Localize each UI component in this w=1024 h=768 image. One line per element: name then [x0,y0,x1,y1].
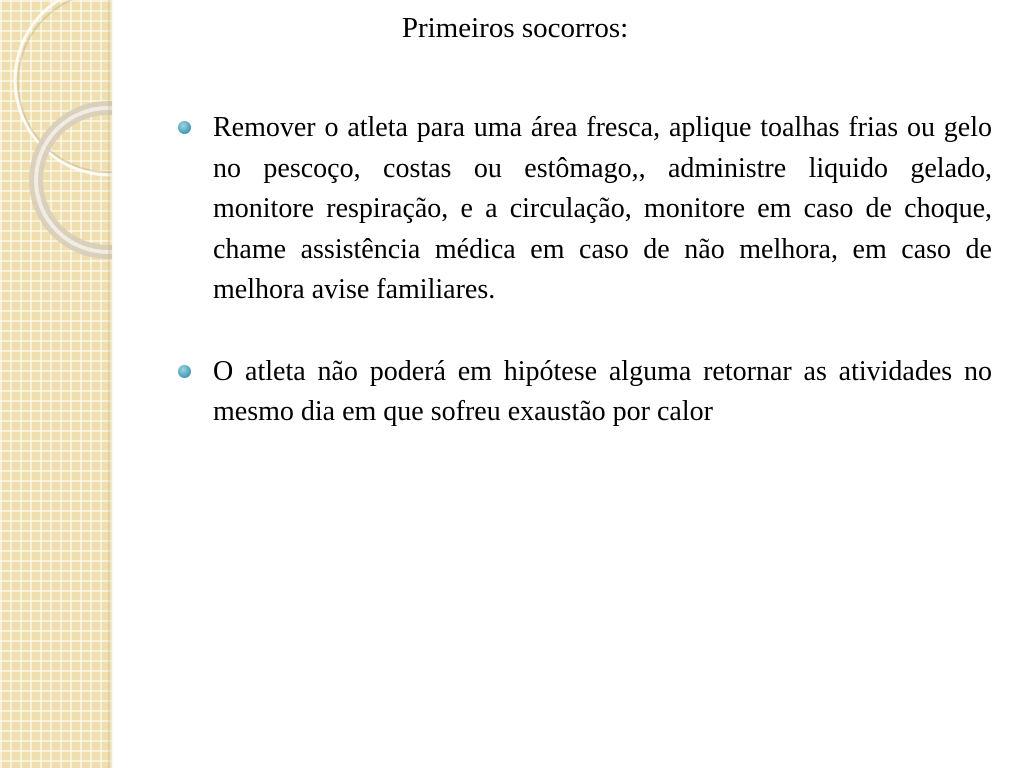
bullet-text: O atleta não poderá em hipótese alguma retornar as atividades no mesmo dia em que sofreu exaustão por calor [213,355,992,427]
bullet-text: Remover o atleta para uma área fresca, aplique toalhas frias ou gelo no pescoço, costas ou estômago,, administre liquido gelado, monitore respiração, e a circulação, monitore em caso de choque, chame assistência médica em caso de não melhora, em caso de melhora avise familiares. [213,112,992,305]
concentric-rings-icon [0,0,112,300]
bullet-item [178,108,992,311]
bullet-dot-icon [178,121,191,134]
bullet-item [178,352,992,433]
bullet-list [178,108,992,474]
side-decorative-panel [0,0,112,768]
bullet-dot-icon [178,365,191,378]
slide-content [178,0,992,768]
slide-title: Primeiros socorros: [401,12,629,44]
side-panel-edge-shadow [108,0,114,768]
